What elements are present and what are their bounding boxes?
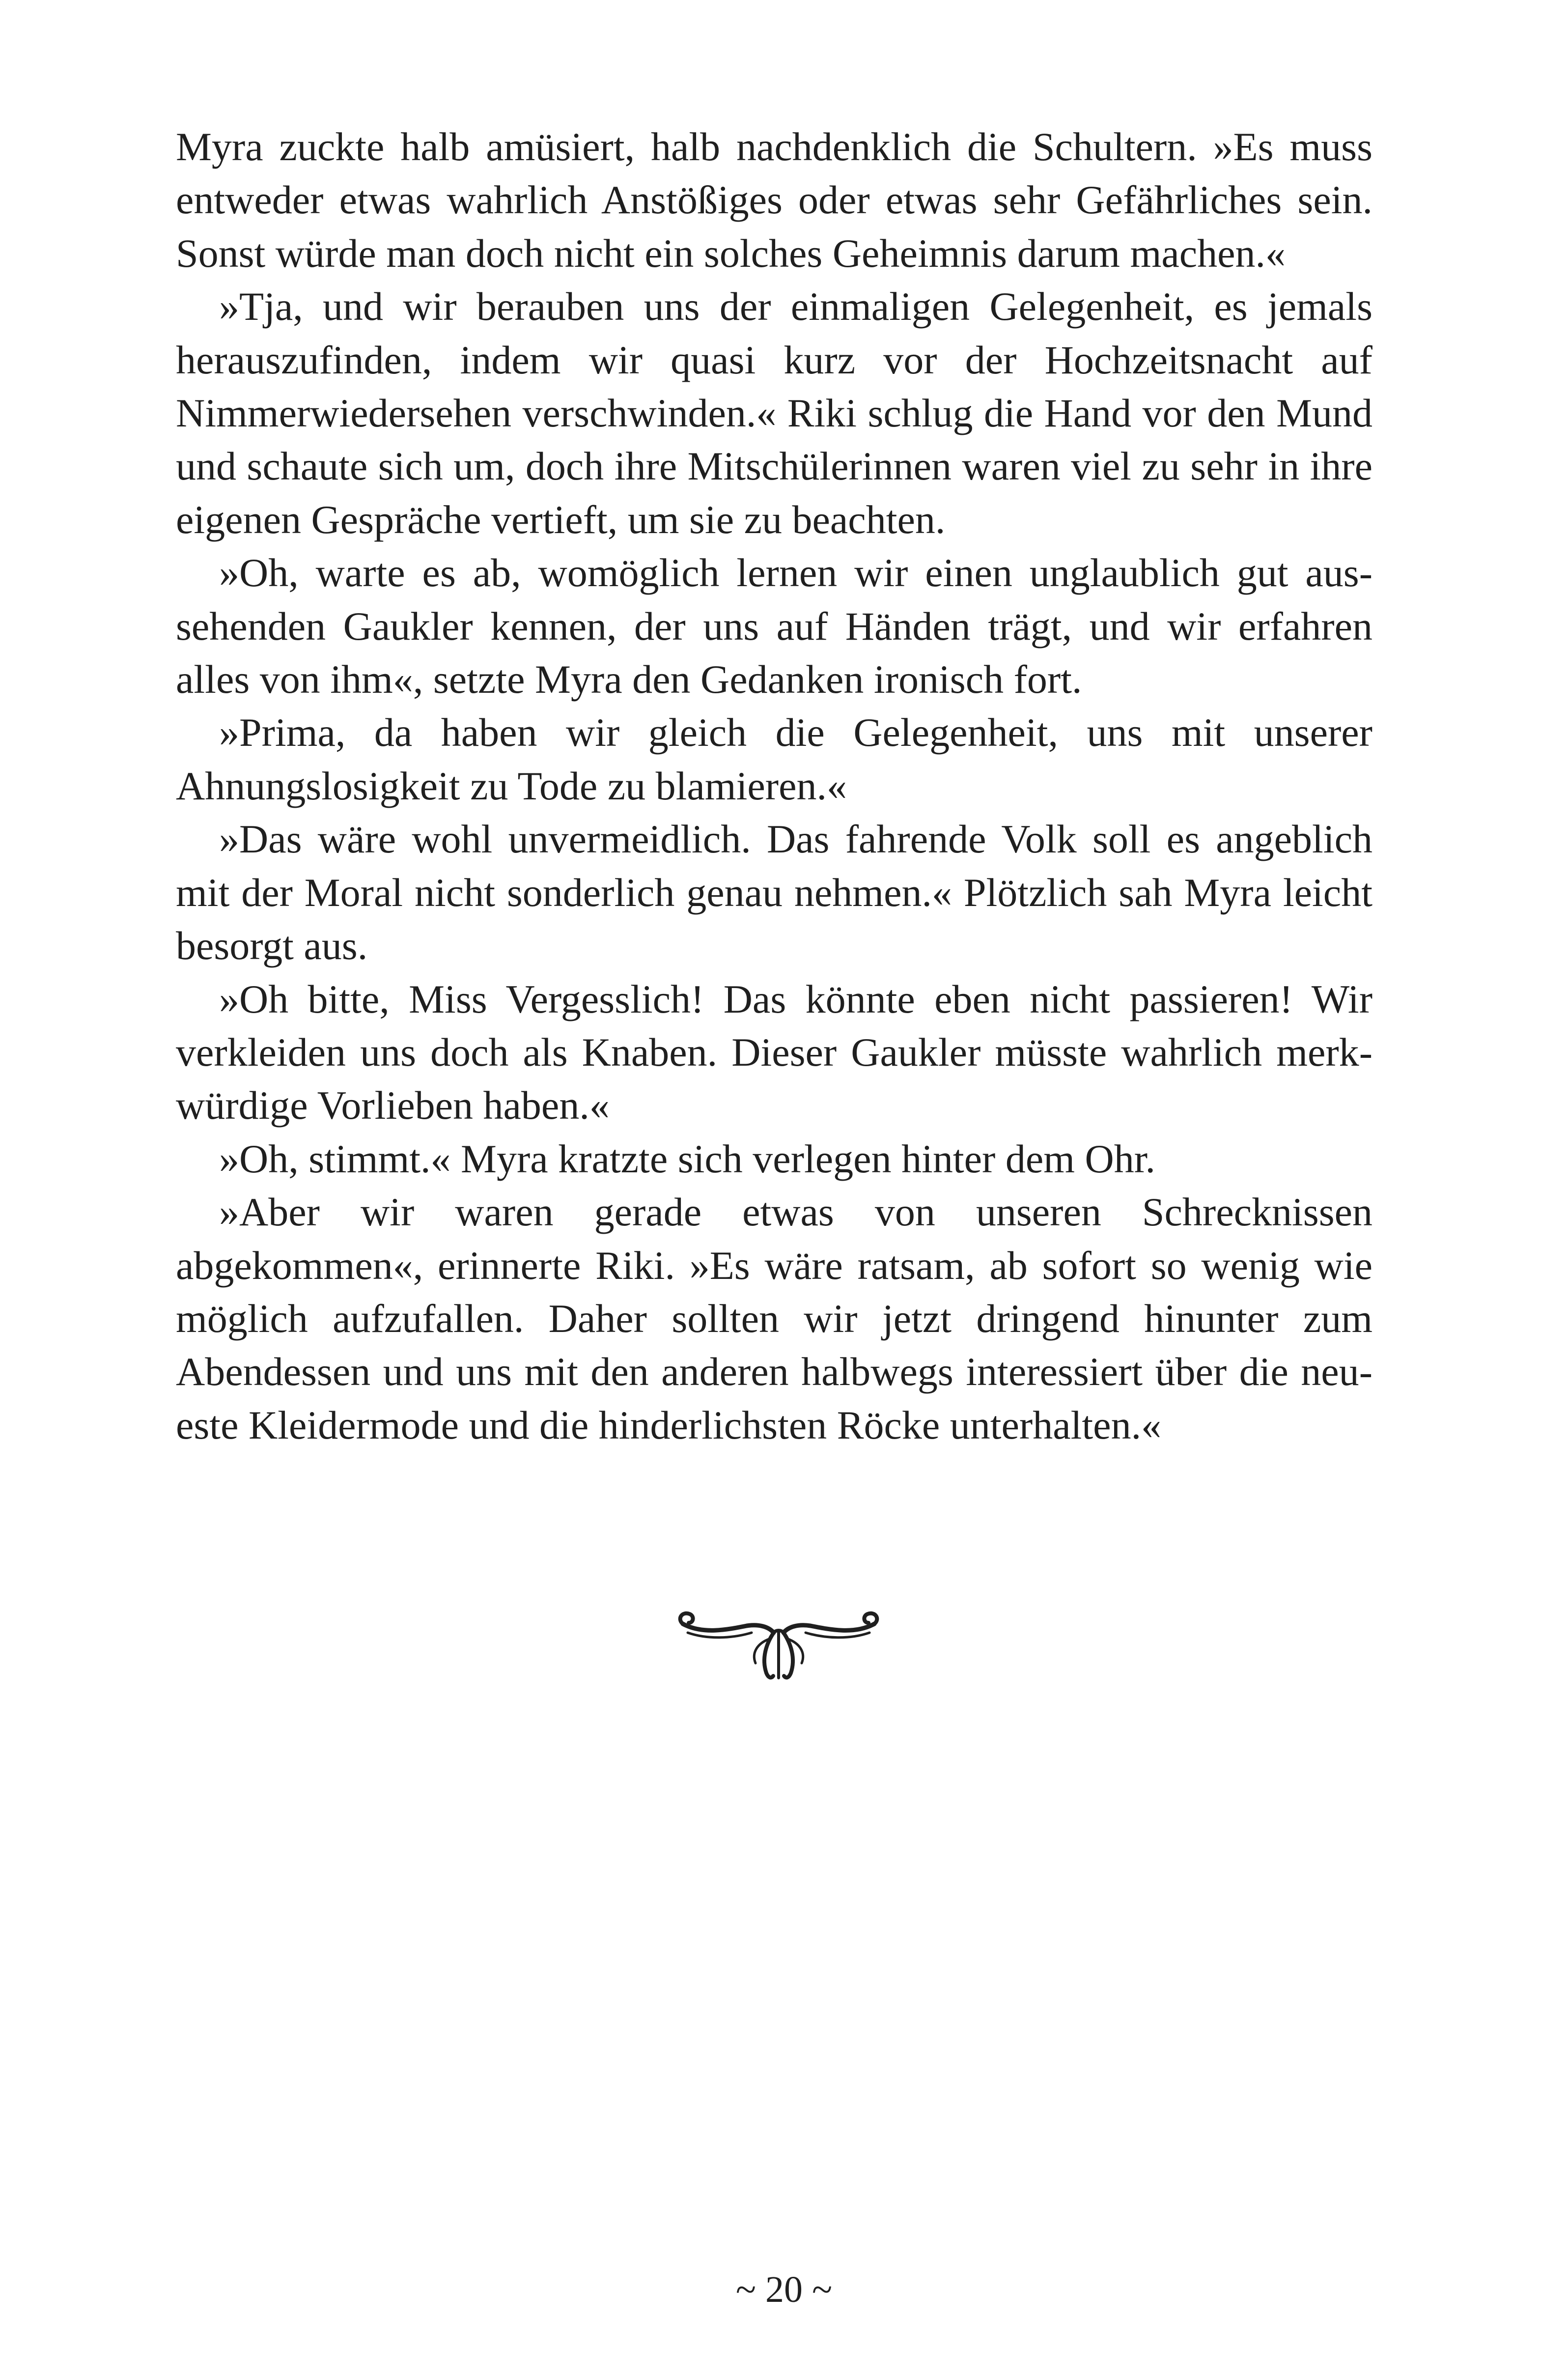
- page-number: ~ 20 ~: [735, 2269, 833, 2310]
- paragraph-1: Myra zuckte halb amüsiert, halb nachdenklich die Schultern. »Es muss entweder etwas wahrlich Anstößiges oder etwas sehr Gefährliches sein. Sonst würde man doch nicht ein solches Geheimnis darum machen.«: [176, 124, 1372, 276]
- paragraph-2: »Tja, und wir berauben uns der einmaligen Gelegenheit, es jemals herauszufinden, indem wir quasi kurz vor der Hochzeitsnacht auf Nimmerwiedersehen verschwinden.« Riki schlug die Hand vor den Mund und schaute sich um, doch ihre Mitschülerinnen waren viel zu sehr in ihre eigenen Gespräche vertieft, um sie zu beachten.: [176, 284, 1372, 542]
- paragraph-7: »Oh, stimmt.« Myra kratzte sich verlegen hinter dem Ohr.: [219, 1136, 1156, 1181]
- scroll-flourish-ornament-icon: [673, 1604, 884, 1683]
- paragraph-4: »Prima, da haben wir gleich die Gelegenheit, uns mit unserer Ahnungslosigkeit zu Tode zu blamieren.«: [176, 710, 1372, 808]
- paragraph-3: »Oh, warte es ab, womöglich lernen wir einen unglaublich gut aussehenden Gaukler kennen, der uns auf Händen trägt, und wir erfahren alles von ihm«, setzte Myra den Gedanken ironisch fort.: [176, 550, 1372, 702]
- paragraph-5: »Das wäre wohl unvermeidlich. Das fahrende Volk soll es angeblich mit der Moral nicht sonderlich genau nehmen.« Plötzlich sah Myra leicht besorgt aus.: [176, 817, 1372, 968]
- body-text: [176, 120, 1372, 1452]
- paragraph-6: »Oh bitte, Miss Vergesslich! Das könnte eben nicht passieren! Wir verkleiden uns doch als Knaben. Dieser Gaukler müsste wahrlich merkwürdige Vorlieben haben.«: [176, 976, 1372, 1128]
- paragraph-8: »Aber wir waren gerade etwas von unseren Schrecknissen abgekommen«, erinnerte Riki. »Es wäre ratsam, ab sofort so wenig wie möglich aufzufallen. Daher sollten wir jetzt dringend hinunter zum Abendessen und uns mit den anderen halbwegs interessiert über die neueste Kleidermode und die hinderlichsten Röcke unterhalten.«: [176, 1190, 1372, 1447]
